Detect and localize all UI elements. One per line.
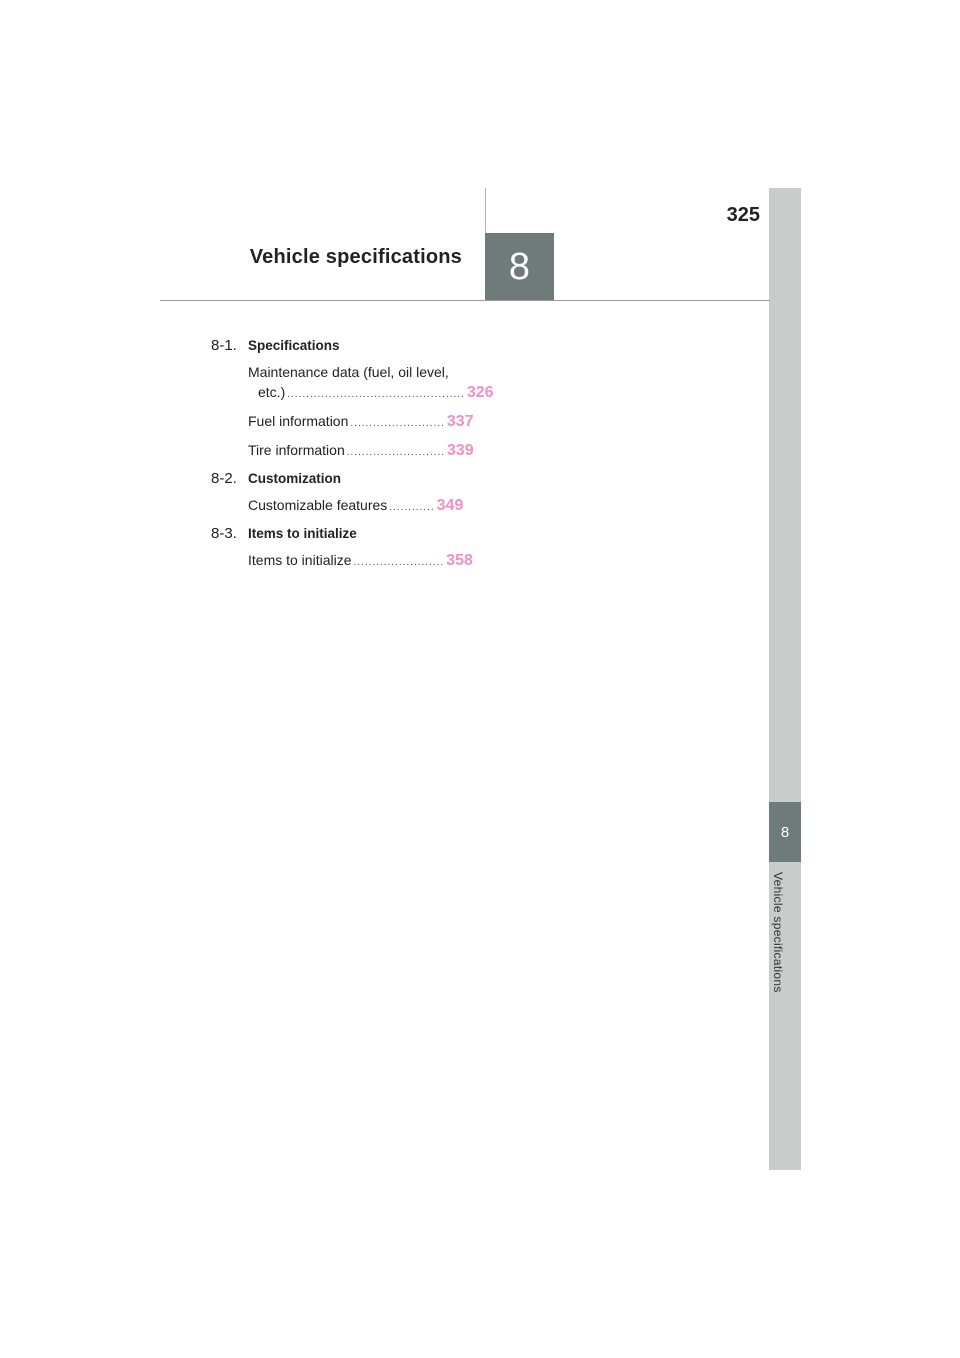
page-link[interactable]: 358 <box>446 552 473 569</box>
header-rule <box>160 300 770 301</box>
section-title: Items to initialize <box>248 526 357 541</box>
toc-entry-maintenance-data[interactable] <box>248 362 494 405</box>
chapter-number: 8 <box>508 245 531 288</box>
chapter-title: Vehicle specifications <box>249 246 462 268</box>
page-number: 325 <box>726 204 760 226</box>
dot-leader: ......................... <box>350 418 445 429</box>
toc-entry-customizable-features[interactable] <box>248 495 464 518</box>
section-number: 8-3. <box>211 525 237 542</box>
dot-leader: ............ <box>389 502 435 513</box>
dot-leader: .......................... <box>346 447 445 458</box>
dot-leader: ............................................... <box>287 389 465 400</box>
entry-label-continued: etc.) <box>258 384 286 400</box>
section-title: Customization <box>248 471 341 486</box>
entry-label: Customizable features <box>248 497 388 513</box>
table-of-contents <box>211 336 494 573</box>
section-number: 8-1. <box>211 337 237 354</box>
section-title: Specifications <box>248 338 340 353</box>
side-chapter-number: 8 <box>780 823 790 841</box>
toc-entry-items-to-initialize[interactable] <box>248 550 473 573</box>
entry-label: Fuel information <box>248 413 349 429</box>
entry-label: Tire information <box>248 442 345 458</box>
side-index-bar <box>769 188 801 1170</box>
page-link[interactable]: 349 <box>436 497 464 514</box>
toc-entry-fuel-information[interactable] <box>248 411 474 434</box>
section-number: 8-2. <box>211 470 237 487</box>
chapter-number-box <box>485 233 554 301</box>
side-chapter-tab[interactable] <box>769 802 801 862</box>
page-link[interactable]: 326 <box>466 384 494 401</box>
page-link[interactable]: 337 <box>446 413 474 430</box>
dot-leader: ........................ <box>353 557 445 568</box>
toc-section <box>211 336 461 356</box>
entry-label: Maintenance data (fuel, oil level, <box>248 364 449 380</box>
page-link[interactable]: 339 <box>447 442 474 459</box>
toc-entry-tire-information[interactable] <box>248 440 474 463</box>
entry-label: Items to initialize <box>248 552 352 568</box>
toc-section <box>211 524 461 544</box>
toc-section <box>211 469 461 489</box>
header-divider <box>485 188 486 234</box>
side-chapter-label: Vehicle specifications <box>771 872 785 993</box>
